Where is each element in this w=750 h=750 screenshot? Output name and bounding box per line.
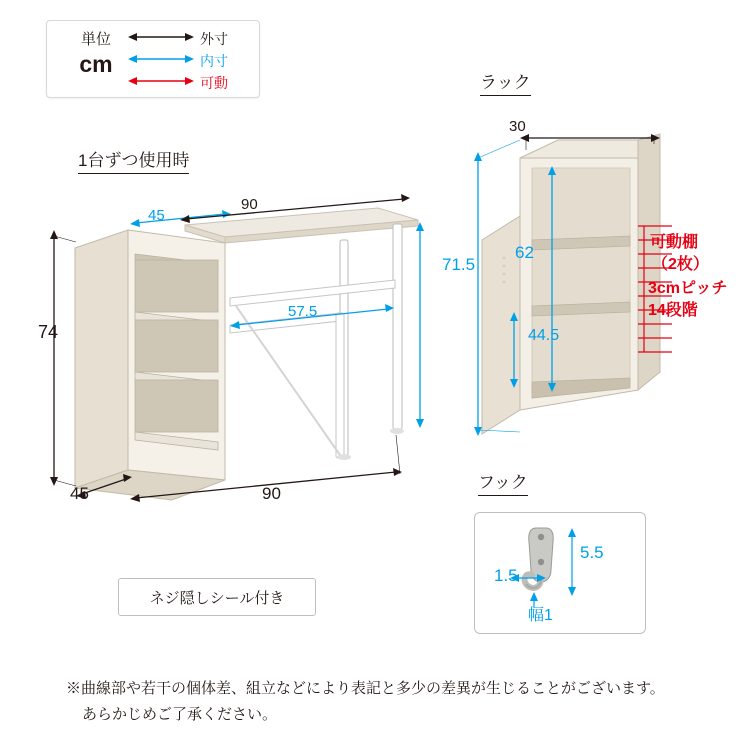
rack-dim-height: 71.5 xyxy=(442,255,476,274)
hook-title: フック xyxy=(478,468,528,496)
legend-unit-label: 単位 xyxy=(80,31,111,48)
footer-line-1: ※曲線部や若干の個体差、組立などにより表記と多少の差異が生じることがございます。 xyxy=(66,680,665,697)
legend-label-outer: 外寸 xyxy=(200,31,228,47)
desk-dim-height: 74 xyxy=(38,322,59,342)
desk-dimensions xyxy=(40,180,470,520)
footer-line-2: あらかじめご了承ください。 xyxy=(82,706,278,723)
desk-dim-top-inner: 45 xyxy=(148,207,165,224)
desk-dim-width: 90 xyxy=(262,484,281,503)
desk-dim-shelf-inner: 57.5 xyxy=(288,303,318,320)
legend-unit-value: cm xyxy=(79,51,113,77)
hook-dim-height: 5.5 xyxy=(580,543,604,562)
rack-title: ラック xyxy=(480,68,531,96)
hook-dim-width: 幅1 xyxy=(528,607,553,624)
rack-movable-note-line3: 3cmピッチ xyxy=(648,280,728,297)
rack-movable-note-line1: 可動棚 xyxy=(650,234,699,251)
screw-sticker-note: ネジ隠しシール付き xyxy=(118,578,316,616)
rack-dim-width: 30 xyxy=(509,118,526,135)
rack-dim-inner-height: 62 xyxy=(515,243,534,262)
footer-note xyxy=(66,676,706,728)
rack-dim-lower-inner: 44.5 xyxy=(528,327,560,344)
desk-dim-depth: 45 xyxy=(70,484,89,503)
desk-dim-top-outer: 90 xyxy=(241,196,258,213)
legend-label-inner: 内寸 xyxy=(200,53,228,69)
rack-movable-note-line2: （2枚） xyxy=(652,256,709,273)
desk-title: 1台ずつ使用時 xyxy=(78,146,189,174)
rack-movable-note-line4: 14段階 xyxy=(648,302,698,319)
hook-dim-depth: 1.5 xyxy=(494,566,518,585)
legend-arrows xyxy=(126,28,196,90)
legend-label-movable: 可動 xyxy=(200,75,228,91)
